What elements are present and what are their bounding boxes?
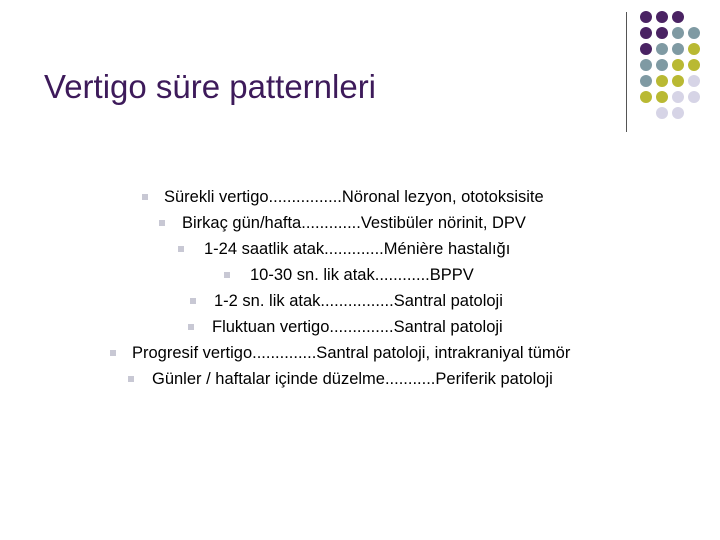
decorative-dot xyxy=(688,75,700,87)
decorative-dot xyxy=(656,11,668,23)
square-bullet-icon xyxy=(128,376,134,382)
decorative-dot xyxy=(672,27,684,39)
decorative-dot xyxy=(672,43,684,55)
decorative-dot xyxy=(688,27,700,39)
decorative-dot xyxy=(640,75,652,87)
decorative-dot xyxy=(672,11,684,23)
decorative-dot xyxy=(672,91,684,103)
list-item: Sürekli vertigo................Nöronal lezyon, ototoksisite xyxy=(164,188,544,206)
decorative-dot xyxy=(656,75,668,87)
list-item: 10-30 sn. lik atak............BPPV xyxy=(250,266,474,284)
slide-title: Vertigo süre patternleri xyxy=(44,68,377,105)
decorative-dot xyxy=(656,107,668,119)
list-item: Progresif vertigo..............Santral patoloji, intrakraniyal tümör xyxy=(132,344,571,362)
decorative-dot xyxy=(656,27,668,39)
decorative-dot xyxy=(640,59,652,71)
list-item: 1-24 saatlik atak.............Ménière hastalığı xyxy=(204,240,511,258)
list-item: Birkaç gün/hafta.............Vestibüler nörinit, DPV xyxy=(182,214,526,232)
decorative-dot xyxy=(672,59,684,71)
decorative-dot xyxy=(688,43,700,55)
list-item: Günler / haftalar içinde düzelme...........Periferik patoloji xyxy=(152,370,553,388)
decorative-dot xyxy=(656,59,668,71)
list-item: 1-2 sn. lik atak................Santral patoloji xyxy=(214,292,503,310)
square-bullet-icon xyxy=(142,194,148,200)
square-bullet-icon xyxy=(178,246,184,252)
decorative-dot xyxy=(672,75,684,87)
decorative-dot xyxy=(656,91,668,103)
decorative-dot xyxy=(640,27,652,39)
decorative-dot xyxy=(688,91,700,103)
decorative-dot xyxy=(656,43,668,55)
square-bullet-icon xyxy=(190,298,196,304)
square-bullet-icon xyxy=(110,350,116,356)
decorative-dot xyxy=(688,59,700,71)
square-bullet-icon xyxy=(159,220,165,226)
square-bullet-icon xyxy=(224,272,230,278)
square-bullet-icon xyxy=(188,324,194,330)
decorative-dot xyxy=(640,91,652,103)
decorative-dot xyxy=(672,107,684,119)
decorative-dot xyxy=(640,11,652,23)
decorative-dot xyxy=(640,43,652,55)
list-item: Fluktuan vertigo..............Santral patoloji xyxy=(212,318,503,336)
